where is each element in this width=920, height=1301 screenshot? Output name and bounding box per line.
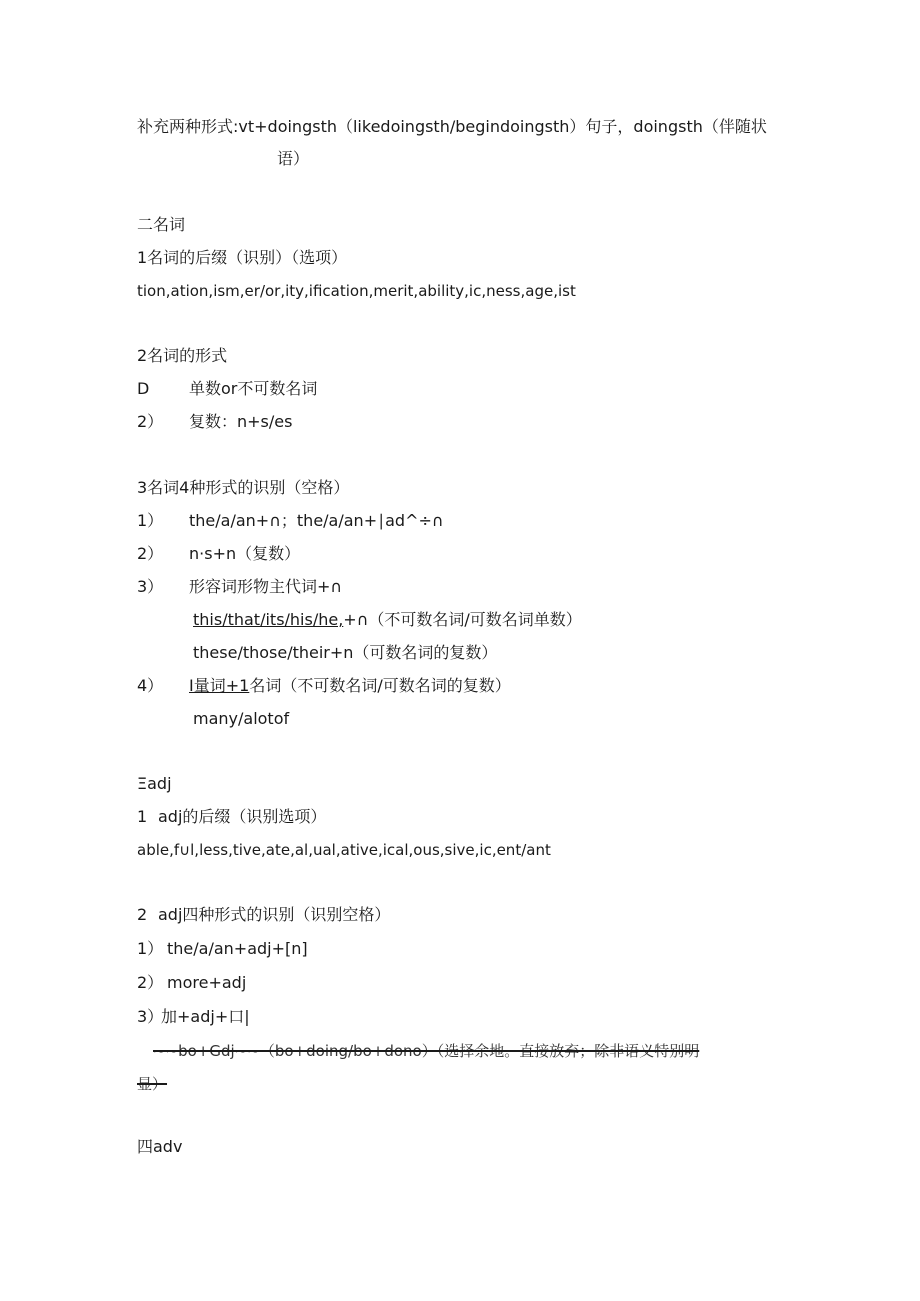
section-heading-nouns: 二名词 <box>137 215 186 234</box>
underlined-text: this/that/its/his/he, <box>193 610 344 629</box>
underlined-text: I量词+1 <box>189 676 250 695</box>
list-subitem <box>193 610 582 630</box>
list-subitem: these/those/their+n（可数名词的复数） <box>193 643 498 662</box>
list-item: n·s+n（复数） <box>189 544 301 563</box>
adj-identification-title: adj四种形式的识别（识别空格） <box>158 905 391 924</box>
adj-suffix-title: adj的后缀（识别选项） <box>158 807 327 826</box>
list-item-rest: 名词（不可数名词/可数名词的复数） <box>249 676 511 695</box>
intro-line-1: 补充两种形式:vt+doingsth（likedoingsth/begindoingsth）句子，doingsth（伴随状 <box>137 117 767 136</box>
list-number: 2） <box>137 412 164 431</box>
list-number: D <box>137 379 150 398</box>
list-subitem-rest: +∩（不可数名词/可数名词单数） <box>343 610 582 629</box>
adj-suffix-list: able,f∪l,less,tive,ate,al,ual,ative,ical,ous,sive,ic,ent/ant <box>137 841 551 859</box>
list-number: 2） <box>137 973 164 992</box>
list-item <box>189 676 511 696</box>
intro-line-2: 语） <box>277 149 310 168</box>
list-number: 3） <box>137 577 164 596</box>
list-subitem: many/alotof <box>193 709 290 728</box>
list-number: 4） <box>137 676 164 695</box>
struck-note-line-1: ~~bo+Gdj~~（bo+doing/bo+dono）（选择余地。直接放弃；除非语义特别明 <box>153 1042 700 1060</box>
list-number: 3） <box>137 1007 164 1026</box>
noun-forms-title: 2名词的形式 <box>137 346 228 365</box>
list-number: 2 <box>137 905 148 924</box>
struck-note-line-2: 显） <box>137 1075 168 1093</box>
noun-suffix-title: 1名词的后缀（识别）（选项） <box>137 248 348 267</box>
list-item: the/a/an+∩；the/a/an+∣ad^÷∩ <box>189 511 444 530</box>
list-number: 1） <box>137 939 164 958</box>
list-item: 单数or不可数名词 <box>189 379 318 398</box>
noun-suffix-list: tion,ation,ism,er/or,ity,ification,merit,ability,ic,ness,age,ist <box>137 282 576 300</box>
list-number: 2） <box>137 544 164 563</box>
list-number: 1 <box>137 807 148 826</box>
list-item: 复数：n+s/es <box>189 412 293 431</box>
list-item: the/a/an+adj+[n] <box>167 939 308 958</box>
section-heading-adjectives: Ξadj <box>137 774 172 793</box>
list-number: 1） <box>137 511 164 530</box>
section-heading-adverbs: 四adv <box>137 1137 183 1156</box>
list-item: 形容词形物主代词+∩ <box>189 577 343 596</box>
list-item: 加+adj+口| <box>161 1007 250 1026</box>
list-item: more+adj <box>167 973 247 992</box>
noun-identification-title: 3名词4种形式的识别（空格） <box>137 478 350 497</box>
